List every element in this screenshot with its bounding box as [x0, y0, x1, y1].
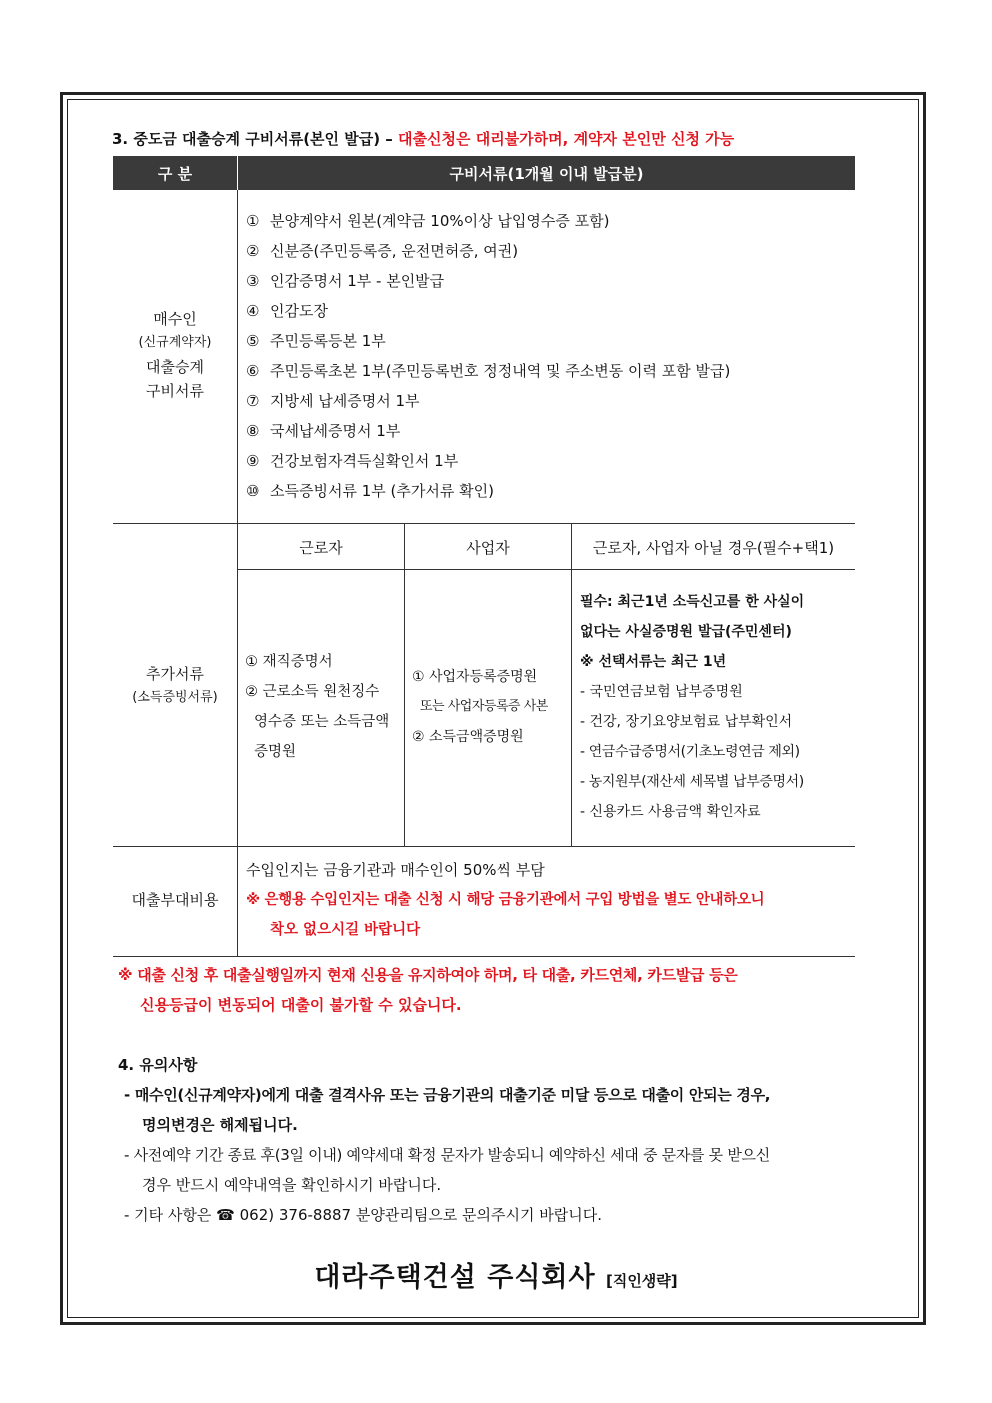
list-item: ⑤ 주민등록등본 1부 — [246, 332, 386, 350]
list-item: ② 신분증(주민등록증, 운전면허증, 여권) — [246, 242, 519, 260]
header-documents-label: 구비서류(1개월 이내 발급분) — [449, 164, 644, 183]
cost-warning-cont: 착오 없으시길 바랍니다 — [270, 922, 421, 938]
list-item: ③ 인감증명서 1부 - 본인발급 — [246, 272, 445, 290]
section3-heading: 3. 중도금 대출승계 구비서류(본인 발급) – — [112, 130, 399, 148]
section4-title: 4. 유의사항 — [118, 1056, 198, 1074]
header-category-label: 구 분 — [157, 164, 193, 183]
notice-item: - 사전예약 기간 종료 후(3일 이내) 예약세대 확정 문자가 발송되니 예약하신 세대 중 문자를 못 받으신 — [124, 1146, 770, 1164]
company-name: 대라주택건설 주식회사 — [314, 1262, 606, 1293]
notice-item-cont: 명의변경은 해제됩니다. — [142, 1116, 298, 1134]
cost-warning: ※ 은행용 수입인지는 대출 신청 시 해당 금융기관에서 구입 방법을 별도 안내하오니 — [246, 892, 765, 908]
phone-icon: ☎ — [216, 1206, 235, 1224]
list-item: ⑥ 주민등록초본 1부(주민등록번호 정정내역 및 주소변동 이력 포함 발급) — [246, 362, 731, 380]
seal-note: [직인생략] — [605, 1272, 678, 1290]
table-header-documents — [238, 156, 855, 190]
table-row-divider — [113, 846, 855, 847]
business-documents: ① 사업자등록증명원 또는 사업자등록증 사본 ② 소득금액증명원 — [412, 669, 548, 745]
column-worker: 근로자 — [299, 539, 343, 557]
list-item: ⑧ 국세납세증명서 1부 — [246, 422, 401, 440]
table-divider-vertical — [571, 523, 572, 846]
credit-warning: ※ 대출 신청 후 대출실행일까지 현재 신용을 유지하여야 하며, 타 대출, 카드연체, 카드발급 등은 — [118, 966, 738, 984]
cost-category — [113, 888, 237, 912]
notice-item: - 매수인(신규계약자)에게 대출 결격사유 또는 금융기관의 대출기준 미달 등으로 대출이 안되는 경우, — [124, 1086, 771, 1104]
additional-sublabel: (소득증빙서류) — [132, 690, 218, 705]
buyer-document-list — [246, 206, 730, 506]
company-signature — [0, 1255, 992, 1294]
column-business: 사업자 — [466, 539, 510, 557]
other-documents: 필수: 최근1년 소득신고를 한 사실이 없다는 사실증명원 발급(주민센터) ※ 선택서류는 최근 1년 - 국민연금보험 납부증명원 - 건강, 장기요양보험료 납부확인서 - 연금수급증명서(기초노령연금 제외) - 농지원부(재산세 세목별 납부증명서) - 신용카드 사용금액 확인자료 — [580, 594, 805, 820]
buyer-label: 매수인 — [153, 310, 197, 328]
table-divider-vertical — [404, 523, 405, 846]
buyer-label-line4: 구비서류 — [146, 382, 204, 400]
notice-item-contact: - 기타 사항은 ☎ 062) 376-8887 분양관리팀으로 문의주시기 바랍니다. — [124, 1206, 603, 1224]
list-item: ⑨ 건강보험자격득실확인서 1부 — [246, 452, 459, 470]
credit-warning-cont: 신용등급이 변동되어 대출이 불가할 수 있습니다. — [140, 996, 462, 1014]
table-header-category — [113, 156, 237, 190]
table-row-divider — [113, 523, 855, 524]
section3-warning: 대출신청은 대리불가하며, 계약자 본인만 신청 가능 — [398, 130, 735, 148]
column-other: 근로자, 사업자 아닐 경우(필수+택1) — [592, 539, 835, 557]
table-divider-vertical — [237, 190, 238, 957]
list-item: ⑦ 지방세 납세증명서 1부 — [246, 392, 420, 410]
cost-label: 대출부대비용 — [131, 891, 219, 909]
cost-line: 수입인지는 금융기관과 매수인이 50%씩 부담 — [246, 861, 545, 879]
buyer-category — [113, 307, 237, 403]
cost-details — [246, 855, 764, 945]
buyer-label-line3: 대출승계 — [146, 358, 204, 376]
list-item: ④ 인감도장 — [246, 302, 328, 320]
notice-item-cont: 경우 반드시 예약내역을 확인하시기 바랍니다. — [142, 1176, 442, 1194]
section3-title — [112, 128, 734, 149]
list-item: ⑩ 소득증빙서류 1부 (추가서류 확인) — [246, 482, 494, 500]
additional-label: 추가서류 — [146, 665, 204, 683]
buyer-sublabel: (신규계약자) — [138, 335, 212, 350]
table-bottom-border — [113, 956, 855, 957]
list-item: ① 분양계약서 원본(계약금 10%이상 납입영수증 포함) — [246, 212, 610, 230]
additional-category — [113, 662, 237, 710]
worker-documents: ① 재직증명서 ② 근로소득 원천징수 영수증 또는 소득금액 증명원 — [245, 654, 390, 760]
